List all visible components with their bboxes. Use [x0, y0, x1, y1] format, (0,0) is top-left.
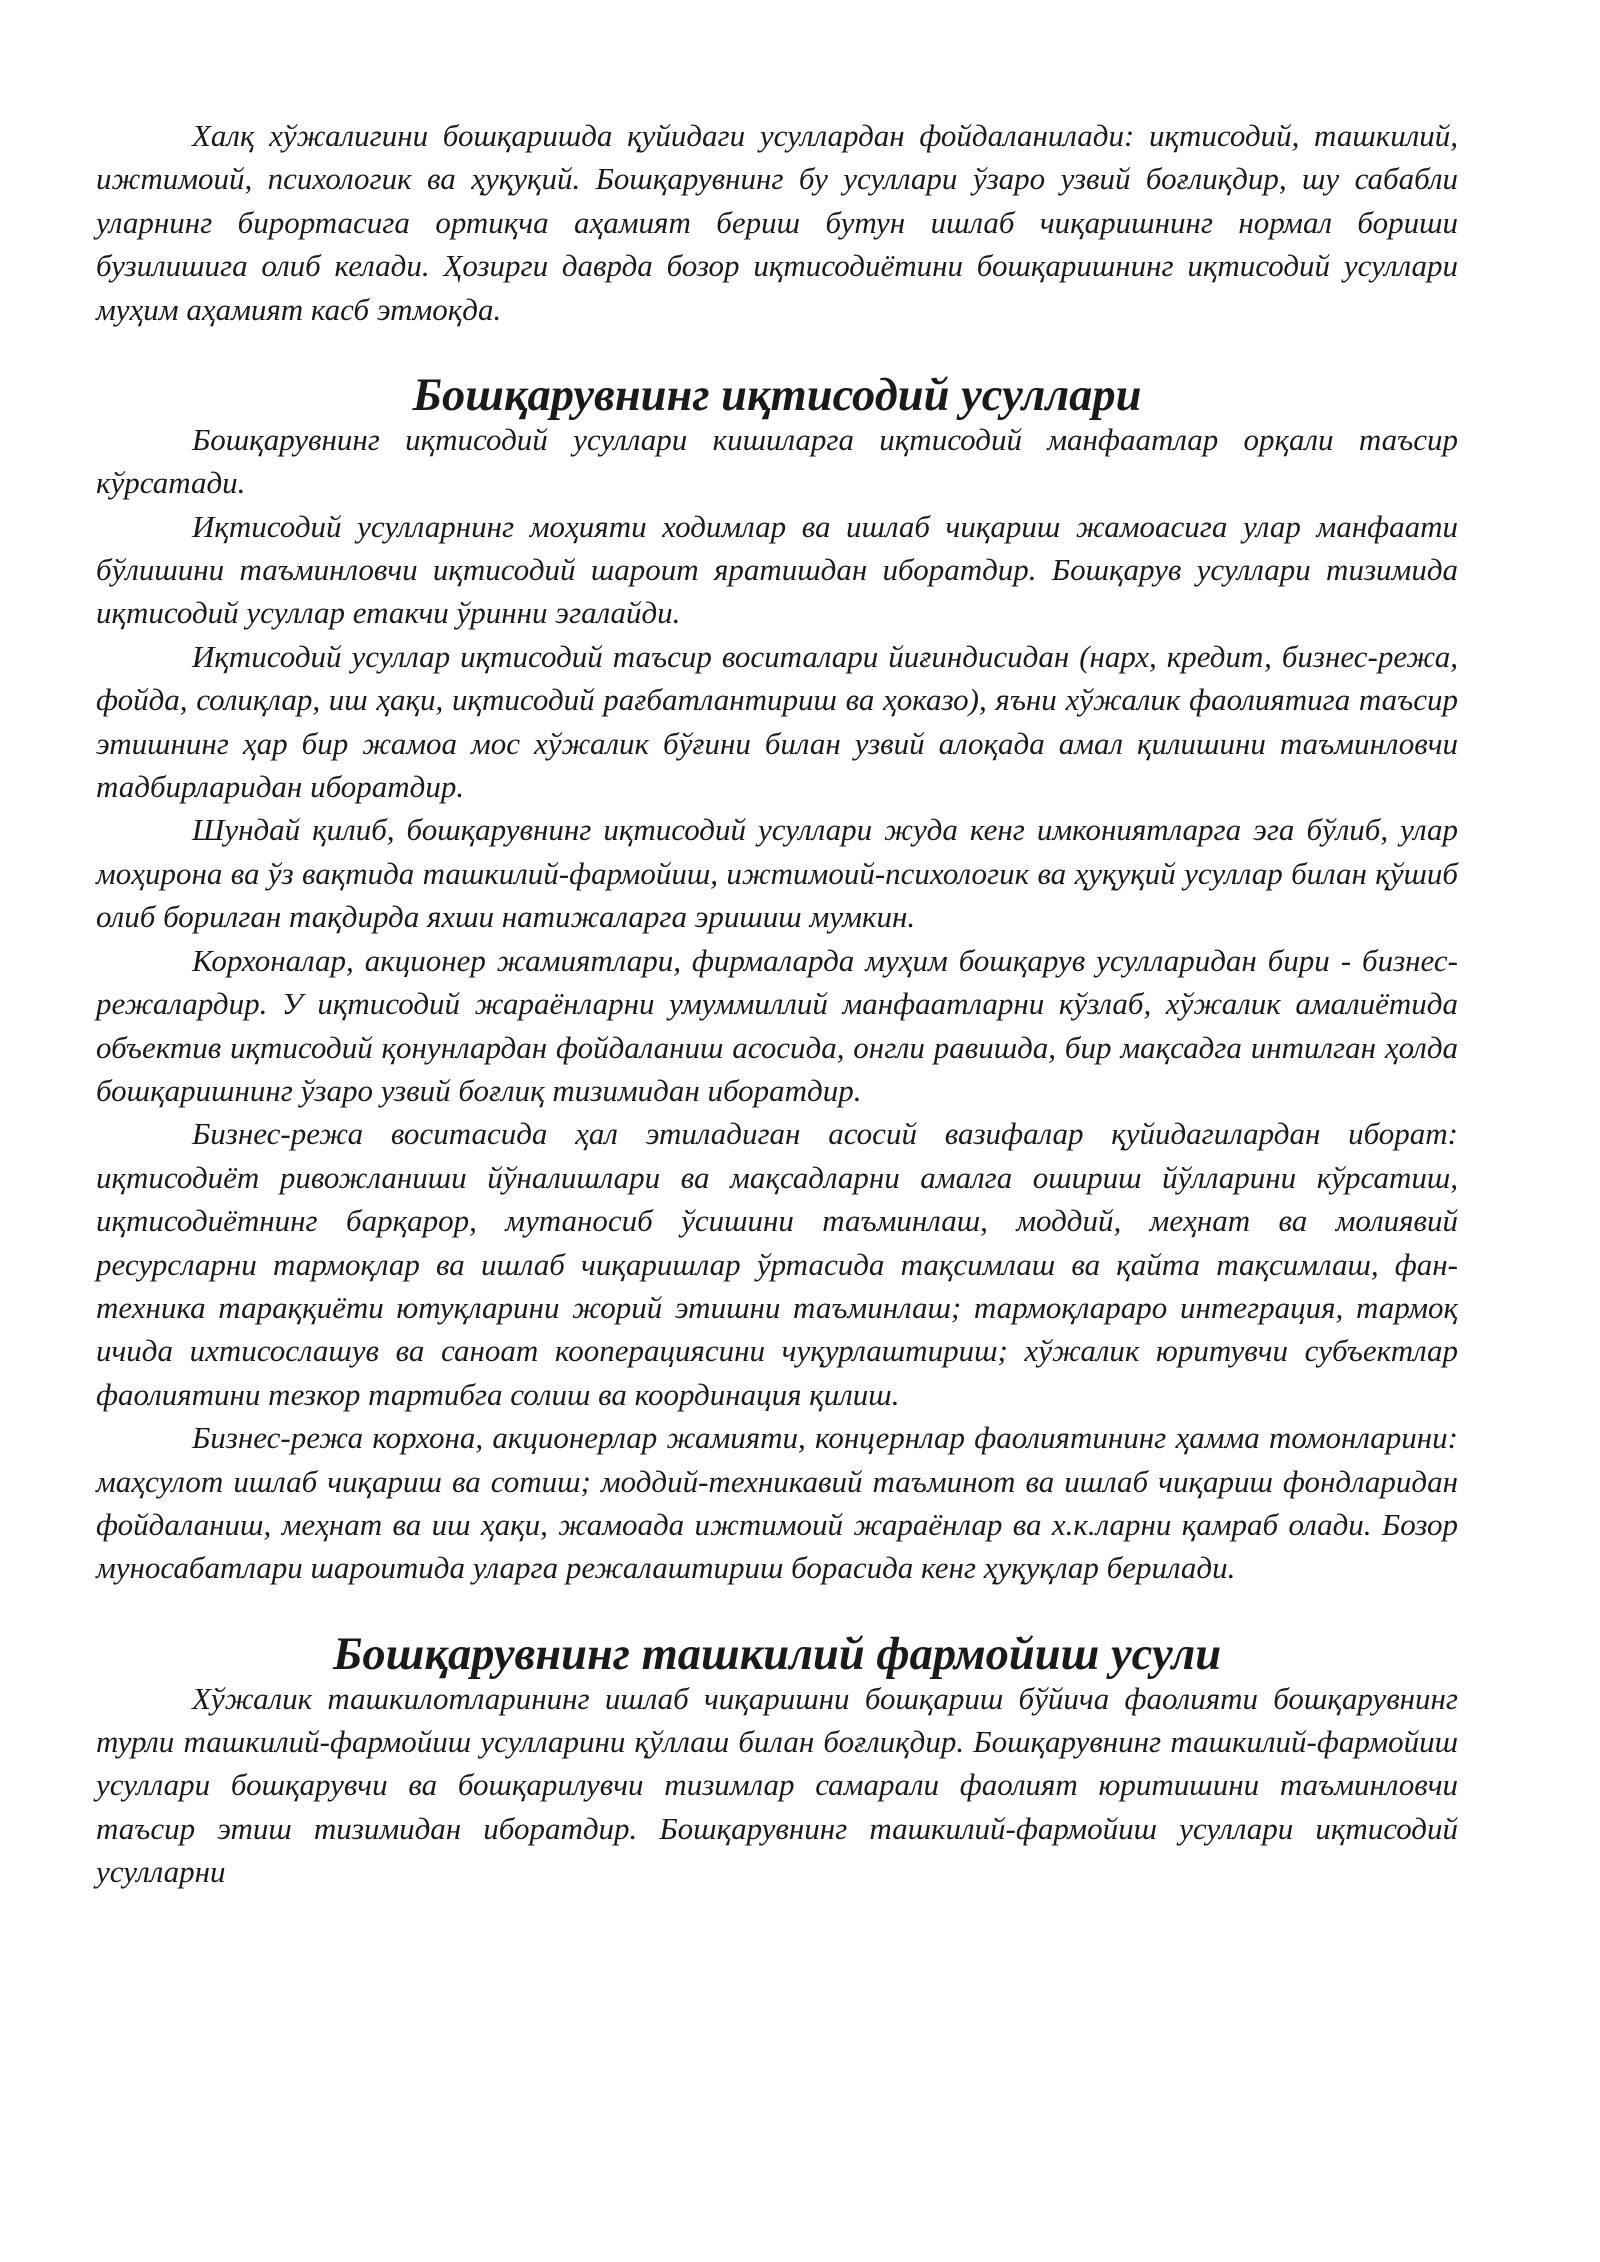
paragraph: Хўжалик ташкилотларининг ишлаб чиқаришни бошқариш бўйича фаолияти бошқарувнинг турли ташкилий-фармойиш усулларини қўллаш билан боғлиқдир. Бошқарувнинг ташкилий-фармойиш усуллари бошқарувчи ва бошқарилувчи тизимлар самарали фаолият юритишини таъминловчи таъсир этиш тизимидан иборатдир. Бошқарувнинг ташкилий-фармойиш усуллари иқтисодий усулларни: [96, 1680, 1458, 1890]
paragraph: Бошқарувнинг иқтисодий усуллари кишиларга иқтисодий манфаатлар орқали таъсир кўрсатади.: [96, 421, 1458, 501]
paragraph: Бизнес-режа корхона, акционерлар жамияти, концернлар фаолиятининг ҳамма томонларини: маҳсулот ишлаб чиқариш ва сотиш; моддий-техникавий таъминот ва ишлаб чиқариш фондларидан фойдаланиш, меҳнат ва иш ҳақи, жамоада ижтимоий жараёнлар ва х.к.ларни қамраб олади. Бозор муносабатлари шароитида уларга режалаштириш борасида кенг ҳуқуқлар берилади.: [96, 1420, 1458, 1586]
paragraph: Иқтисодий усулларнинг моҳияти ходимлар ва ишлаб чиқариш жамоасига улар манфаати бўлишини таъминловчи иқтисодий шароит яратишдан иборатдир. Бошқарув усуллари тизимида иқтисодий усуллар етакчи ўринни эгалайди.: [96, 508, 1458, 631]
intro-paragraph: Халқ хўжалигини бошқаришда қуйидаги усуллардан фойдаланилади: иқтисодий, ташкилий, ижтимоий, психологик ва ҳуқуқий. Бошқарувнинг бу усуллари ўзаро узвий боғлиқдир, шу сабабли уларнинг бирортасига ортиқча аҳамият бериш бутун ишлаб чиқаришнинг нормал бориши бузилишига олиб келади. Ҳозирги даврда бозор иқтисодиётини бошқаришнинг иқтисодий усуллари муҳим аҳамият касб этмоқда.: [96, 118, 1458, 327]
paragraph: Иқтисодий усуллар иқтисодий таъсир воситалари йиғиндисидан (нарх, кредит, бизнес-режа, фойда, солиқлар, иш ҳақи, иқтисодий рағбатлантириш ва ҳоказо), яъни хўжалик фаолиятига таъсир этишнинг ҳар бир жамоа мос хўжалик бўғини билан узвий алоқада амал қилишини таъминловчи тадбирларидан иборатдир.: [96, 638, 1458, 805]
spacer: [96, 331, 1458, 374]
section-heading-organizational-methods: Бошқарувнинг ташкилий фармойиш усули: [332, 1629, 1222, 1681]
document-page: [96, 114, 1458, 1894]
section-heading-economic-methods: Бошқарувнинг иқтисодий усуллари: [412, 370, 1142, 422]
paragraph: Шундай қилиб, бошқарувнинг иқтисодий усуллари жуда кенг имкониятларга эга бўлиб, улар моҳирона ва ўз вақтида ташкилий-фармойиш, ижтимоий-психологик ва ҳуқуқий усуллар билан қўшиб олиб борилган тақдирда яхши натижаларга эришиш мумкин.: [96, 812, 1458, 935]
paragraph: Корхоналар, акционер жамиятлари, фирмаларда муҳим бошқарув усулларидан бири - бизнес-режалардир. У иқтисодий жараёнларни умуммиллий манфаатларни кўзлаб, хўжалик амалиётида объектив иқтисодий қонунлардан фойдаланиш асосида, онгли равишда, бир мақсадга интилган ҳолда бошқаришнинг ўзаро узвий боғлиқ тизимидан иборатдир.: [96, 942, 1458, 1108]
spacer: [96, 1590, 1458, 1633]
paragraph: Бизнес-режа воситасида ҳал этиладиган асосий вазифалар қуйидагилардан иборат: иқтисодиёт ривожланиши йўналишлари ва мақсадларни амалга ошириш йўлларини кўрсатиш, иқтисодиётнинг барқарор, мутаносиб ўсишини таъминлаш, моддий, меҳнат ва молиявий ресурсларни тармоқлар ва ишлаб чиқаришлар ўртасида тақсимлаш ва қайта тақсимлаш, фан-техника тараққиёти ютуқларини жорий этишни таъминлаш; тармоқлараро интеграция, тармоқ ичида ихтисослашув ва саноат кооперациясини чуқурлаштириш; хўжалик юритувчи субъектлар фаолиятини тезкор тартибга солиш ва координация қилиш.: [96, 1116, 1458, 1412]
